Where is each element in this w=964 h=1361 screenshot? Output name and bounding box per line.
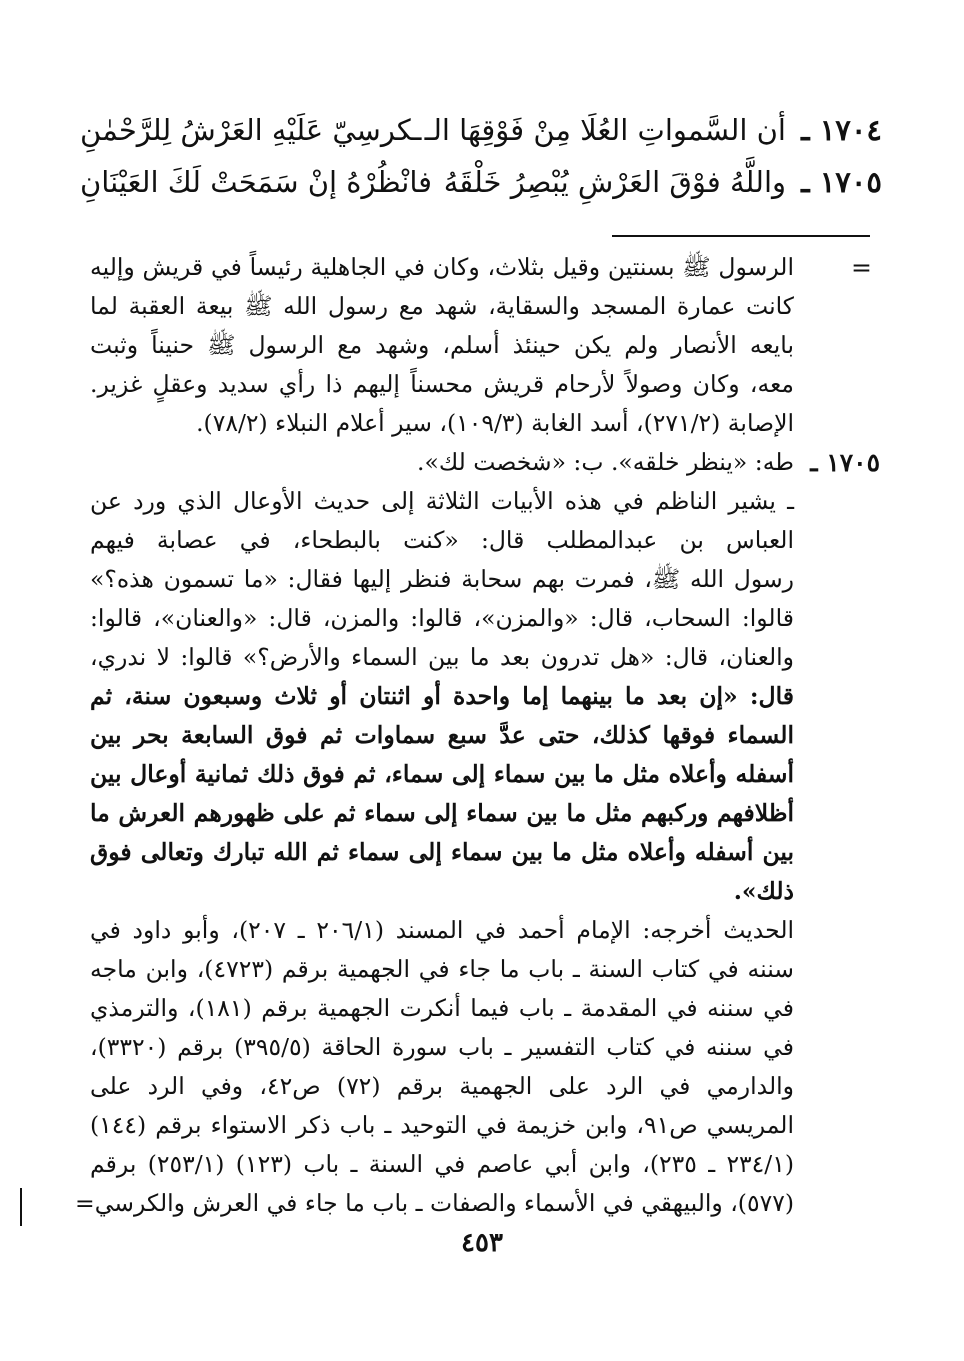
footnote-line (90, 716, 880, 755)
footnote-text: قالوا: السحاب، قال: «والمزن»، قالوا: والمزن، قال: «والعنان»، قالوا: (90, 604, 794, 632)
footnote-text: الإصابة (٢٧١/٢)، أسد الغابة (١٠٩/٣)، سير أعلام النبلاء (٧٨/٢). (196, 409, 794, 437)
verse-number: ١٧٠٤ ـ (801, 113, 882, 147)
verse-second-hemistich: ـكرسِيّ عَلَيْهِ العَرْشُ لِلرَّحْمٰنِ (80, 113, 422, 147)
verse-first-hemistich: أن السَّمواتِ العُلَا مِنْ فَوْقِهَا الـ (424, 113, 786, 147)
footnote-text: في سننه في كتاب التفسير ـ باب سورة الحاقة (٣٩٥/٥) برقم (٣٣٢٠)، (90, 1033, 794, 1061)
hadith-text: أسفله وأعلاه مثل ما بين سماء إلى سماء، ثم فوق ذلك ثمانية أوعال بين (90, 760, 794, 788)
footnote-line (90, 1067, 880, 1106)
footnote-text: الرسول ﷺ بسنتين وقيل بثلاث، وكان في الجاهلية رئيساً في قريش وإليه (90, 253, 794, 281)
footnote-line (90, 521, 880, 560)
footnote-line (90, 950, 880, 989)
footnote-line (90, 1106, 880, 1145)
footnote-text: (٥٧٧)، والبيهقي في الأسماء والصفات ـ باب ما جاء في العرش والكرسي= (75, 1189, 794, 1217)
footnote-line (90, 560, 880, 599)
footnote-text: المريسي ص٩١، وابن خزيمة في التوحيد ـ باب ذكر الاستواء برقم (١٤٤) (90, 1111, 794, 1139)
margin-mark (20, 1188, 22, 1226)
footnote-line (90, 404, 880, 443)
verse-1704 (80, 108, 882, 152)
footnote-line (90, 833, 880, 872)
verse-1705 (80, 160, 882, 204)
footnote-line (90, 287, 880, 326)
hadith-text: السماء فوقها كذلك، حتى عدَّ سبع سماوات ثم فوق السابعة بحر بين (90, 721, 794, 749)
footnote-line (90, 989, 880, 1028)
footnote-line (90, 482, 880, 521)
footnote-text: في سننه في المقدمة ـ باب فيما أنكرت الجهمية برقم (١٨١)، والترمذي (90, 994, 794, 1022)
footnote-text: الحديث أخرجه: الإمام أحمد في المسند (٢٠٦/١ ـ ٢٠٧)، وأبو داود في (90, 916, 795, 944)
footnote-line (90, 677, 880, 716)
footnotes (75, 248, 880, 1223)
footnote-text: معه، وكان وصولاً لأرحام قريش محسناً إليهم ذا رأي سديد وعقلٍ غزير. (90, 370, 794, 398)
page-number: ٤٥٣ (461, 1228, 503, 1258)
footnote-text: العباس بن عبدالمطلب قال: «كنت بالبطحاء، في عصابة فيهم (90, 526, 794, 554)
footnote-line (90, 365, 880, 404)
footnote-line (90, 794, 880, 833)
footnote-line (90, 443, 880, 482)
footnote-line (90, 326, 880, 365)
footnote-text: (٢٣٤/١ ـ ٢٣٥)، وابن أبي عاصم في السنة ـ باب (١٢٣) (٢٥٣/١) برقم (90, 1150, 795, 1178)
footnote-line (75, 1184, 880, 1223)
footnote-text: كانت عمارة المسجد والسقاية، شهد مع رسول الله ﷺ بيعة العقبة لما (90, 292, 794, 320)
footnote-text: سننه في كتاب السنة ـ باب ما جاء في الجهمية برقم (٤٧٢٣)، وابن ماجه (90, 955, 794, 983)
verse-second-hemistich: فانْظُرْهُ إنْ سَمَحَتْ لَكَ العَيْنَانِ (80, 165, 433, 199)
hadith-text: قال: «إن بعد ما بينهما إما واحدة أو اثنتان أو ثلاث وسبعون سنة، ثم (90, 682, 794, 710)
continuation-marker: = (851, 253, 872, 282)
footnote-number: ١٧٠٥ ـ (810, 448, 880, 477)
hadith-text: أظلافهم وركبهم مثل ما بين سماء إلى سماء ثم على ظهورهم العرش ما (90, 799, 794, 827)
footnote-text: ـ يشير الناظم في هذه الأبيات الثلاثة إلى حديث الأوعال الذي ورد عن (90, 487, 794, 515)
footnote-separator (612, 235, 870, 237)
footnote-text: بايعه الأنصار ولم يكن حينئذ أسلم، وشهد مع الرسول ﷺ حنيناً وثبت (90, 331, 794, 359)
verse-first-hemistich: واللَّهُ فوْقَ العَرْشِ يُبْصِرُ خَلْقَهُ (443, 165, 786, 199)
footnote-line (90, 1145, 880, 1184)
footnote-text: والدارمي في الرد على الجهمية برقم (٧٢) ص٤٢، وفي الرد على (90, 1072, 794, 1100)
hadith-text: ذلك». (733, 877, 794, 905)
footnote-text: رسول الله ﷺ، فمرت بهم سحابة فنظر إليها فقال: «ما تسمون هذه؟» (90, 565, 794, 593)
footnote-text: والعنان، قال: «هل تدرون بعد ما بين السماء والأرض؟» قالوا: لا ندري، (90, 643, 794, 671)
verse-number: ١٧٠٥ ـ (801, 165, 882, 199)
footnote-text: طه: «ينظر خلقه». ب: «شخصت لك». (416, 448, 794, 476)
footnote-line (90, 248, 880, 287)
footnote-line (90, 638, 880, 677)
hadith-text: بين أسفله وأعلاه مثل ما بين سماء إلى سماء ثم الله تبارك وتعالى فوق (90, 838, 794, 866)
footnote-line (90, 755, 880, 794)
footnote-line (90, 872, 880, 911)
footnote-line (90, 1028, 880, 1067)
footnote-line (90, 599, 880, 638)
footnote-line (90, 911, 880, 950)
